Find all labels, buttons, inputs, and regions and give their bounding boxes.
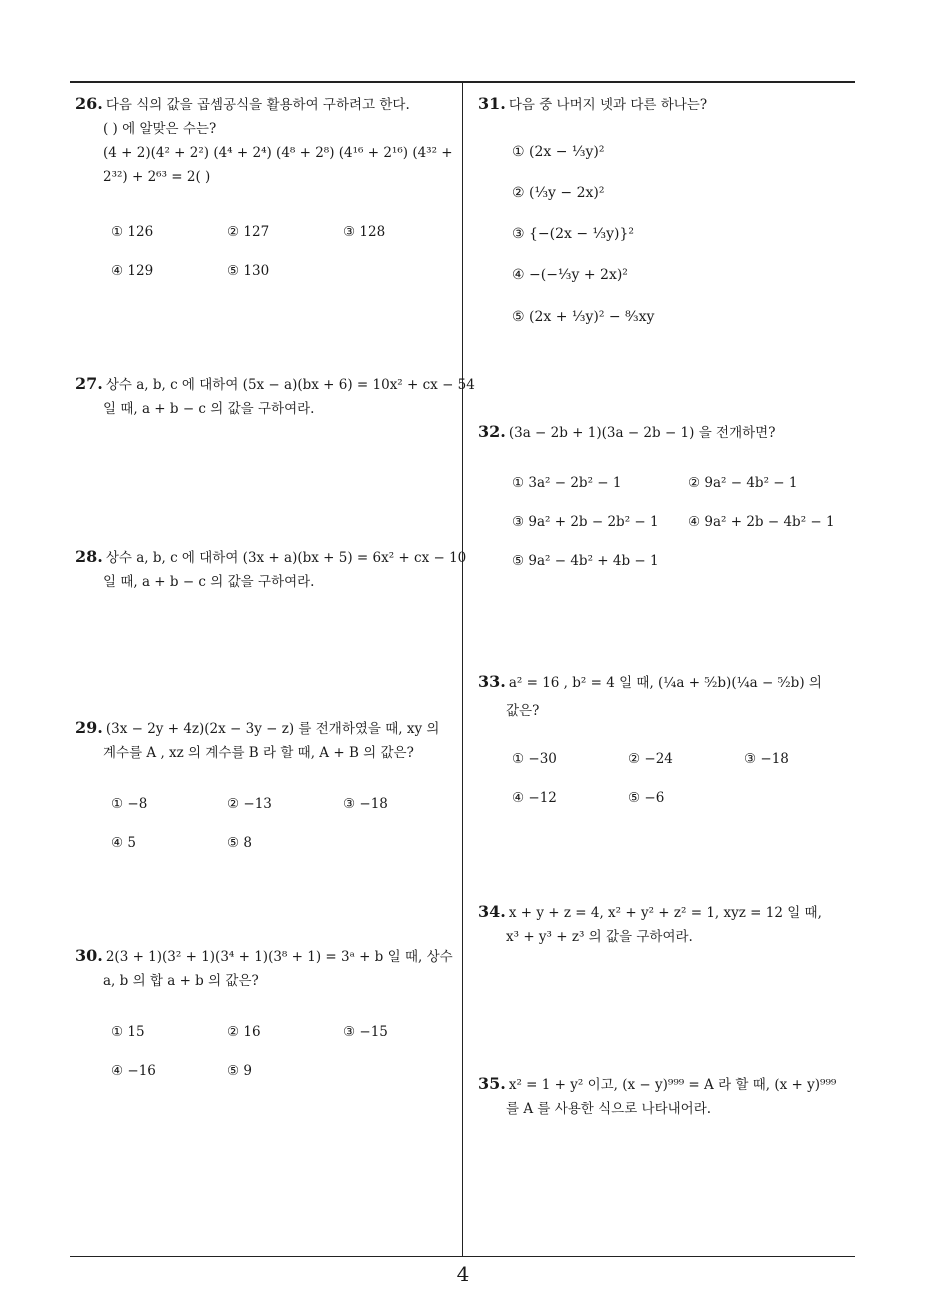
page-number: 4	[456, 1262, 470, 1286]
answer-option[interactable]: ② 16	[227, 1024, 261, 1040]
answer-option[interactable]: ② −24	[628, 751, 673, 767]
question-text: 다음 중 나머지 넷과 다른 하나는?	[508, 97, 708, 113]
question-number: 26.	[75, 94, 103, 113]
answer-option[interactable]: ④ −12	[512, 790, 557, 806]
answer-option[interactable]: ⑤ 8	[227, 835, 252, 851]
question-26	[75, 92, 457, 189]
question-text: 2(3 + 1)(3² + 1)(3⁴ + 1)(3⁸ + 1) = 3ᵃ + b 일 때, 상수	[105, 949, 453, 965]
question-34	[478, 900, 858, 949]
question-number: 35.	[478, 1074, 506, 1093]
question-27	[75, 372, 475, 421]
question-number: 34.	[478, 902, 506, 921]
answer-option[interactable]: ④ 5	[111, 835, 136, 851]
question-text: 일 때, a + b − c 의 값을 구하여라.	[103, 401, 315, 417]
question-text: 일 때, a + b − c 의 값을 구하여라.	[103, 574, 315, 590]
footer-rule	[70, 1256, 855, 1257]
answer-option[interactable]: ③ −15	[343, 1024, 388, 1040]
answer-option[interactable]: ⑤ (2x + ⅓y)² − ⁸⁄₃xy	[512, 309, 655, 325]
question-text: x³ + y³ + z³ 의 값을 구하여라.	[506, 929, 693, 945]
question-number: 27.	[75, 374, 103, 393]
question-30	[75, 944, 457, 993]
question-29	[75, 716, 457, 765]
question-number: 31.	[478, 94, 506, 113]
answer-option[interactable]: ⑤ 9a² − 4b² + 4b − 1	[512, 553, 659, 569]
answer-option[interactable]: ① −30	[512, 751, 557, 767]
question-text: 2³²) + 2⁶³ = 2( )	[103, 169, 211, 185]
question-text: 다음 식의 값을 곱셈공식을 활용하여 구하려고 한다.	[105, 97, 410, 113]
question-text: 계수를 A , xz 의 계수를 B 라 할 때, A + B 의 값은?	[103, 745, 414, 761]
question-number: 33.	[478, 672, 506, 691]
question-text: (3x − 2y + 4z)(2x − 3y − z) 를 전개하였을 때, xy 의	[105, 721, 440, 737]
question-33	[478, 670, 858, 723]
answer-option[interactable]: ④ 9a² + 2b − 4b² − 1	[688, 514, 835, 530]
column-divider	[462, 83, 463, 1256]
answer-option[interactable]: ④ −(−⅓y + 2x)²	[512, 267, 628, 283]
answer-option[interactable]: ① 126	[111, 224, 154, 240]
answer-option[interactable]: ① (2x − ⅓y)²	[512, 144, 605, 160]
answer-option[interactable]: ③ 128	[343, 224, 386, 240]
answer-option[interactable]: ④ 129	[111, 263, 154, 279]
question-text: 를 A 를 사용한 식으로 나타내어라.	[506, 1101, 712, 1117]
question-text: 상수 a, b, c 에 대하여 (3x + a)(bx + 5) = 6x² + cx − 10	[105, 550, 467, 566]
answer-option[interactable]: ① 15	[111, 1024, 145, 1040]
answer-option[interactable]: ⑤ 9	[227, 1063, 252, 1079]
question-text: x² = 1 + y² 이고, (x − y)⁹⁹⁹ = A 라 할 때, (x + y)⁹⁹⁹	[508, 1077, 837, 1093]
question-text: ( ) 에 알맞은 수는?	[103, 121, 217, 137]
question-number: 29.	[75, 718, 103, 737]
answer-option[interactable]: ③ −18	[343, 796, 388, 812]
answer-option[interactable]: ③ −18	[744, 751, 789, 767]
question-35	[478, 1072, 858, 1121]
answer-option[interactable]: ① 3a² − 2b² − 1	[512, 475, 622, 491]
answer-option[interactable]: ② 127	[227, 224, 270, 240]
answer-option[interactable]: ③ {−(2x − ⅓y)}²	[512, 226, 634, 242]
answer-option[interactable]: ② 9a² − 4b² − 1	[688, 475, 798, 491]
answer-option[interactable]: ⑤ −6	[628, 790, 665, 806]
question-text: (4 + 2)(4² + 2²) (4⁴ + 2⁴) (4⁸ + 2⁸) (4¹⁶ + 2¹⁶) (4³² +	[103, 145, 453, 161]
question-number: 32.	[478, 422, 506, 441]
question-32	[478, 420, 858, 445]
answer-option[interactable]: ② −13	[227, 796, 272, 812]
question-number: 28.	[75, 547, 103, 566]
question-text: x + y + z = 4, x² + y² + z² = 1, xyz = 12 일 때,	[508, 905, 822, 921]
question-31	[478, 92, 858, 117]
answer-option[interactable]: ⑤ 130	[227, 263, 270, 279]
question-text: a² = 16 , b² = 4 일 때, (¼a + ⁵⁄₂b)(¼a − ⁵⁄₂b) 의	[508, 675, 822, 691]
answer-option[interactable]: ③ 9a² + 2b − 2b² − 1	[512, 514, 659, 530]
question-text: a, b 의 합 a + b 의 값은?	[103, 973, 259, 989]
answer-option[interactable]: ④ −16	[111, 1063, 156, 1079]
question-number: 30.	[75, 946, 103, 965]
question-text: (3a − 2b + 1)(3a − 2b − 1) 을 전개하면?	[508, 425, 776, 441]
question-28	[75, 545, 467, 594]
answer-option[interactable]: ① −8	[111, 796, 148, 812]
answer-option[interactable]: ② (⅓y − 2x)²	[512, 185, 605, 201]
question-text: 값은?	[506, 703, 540, 719]
question-text: 상수 a, b, c 에 대하여 (5x − a)(bx + 6) = 10x² + cx − 54	[105, 377, 475, 393]
